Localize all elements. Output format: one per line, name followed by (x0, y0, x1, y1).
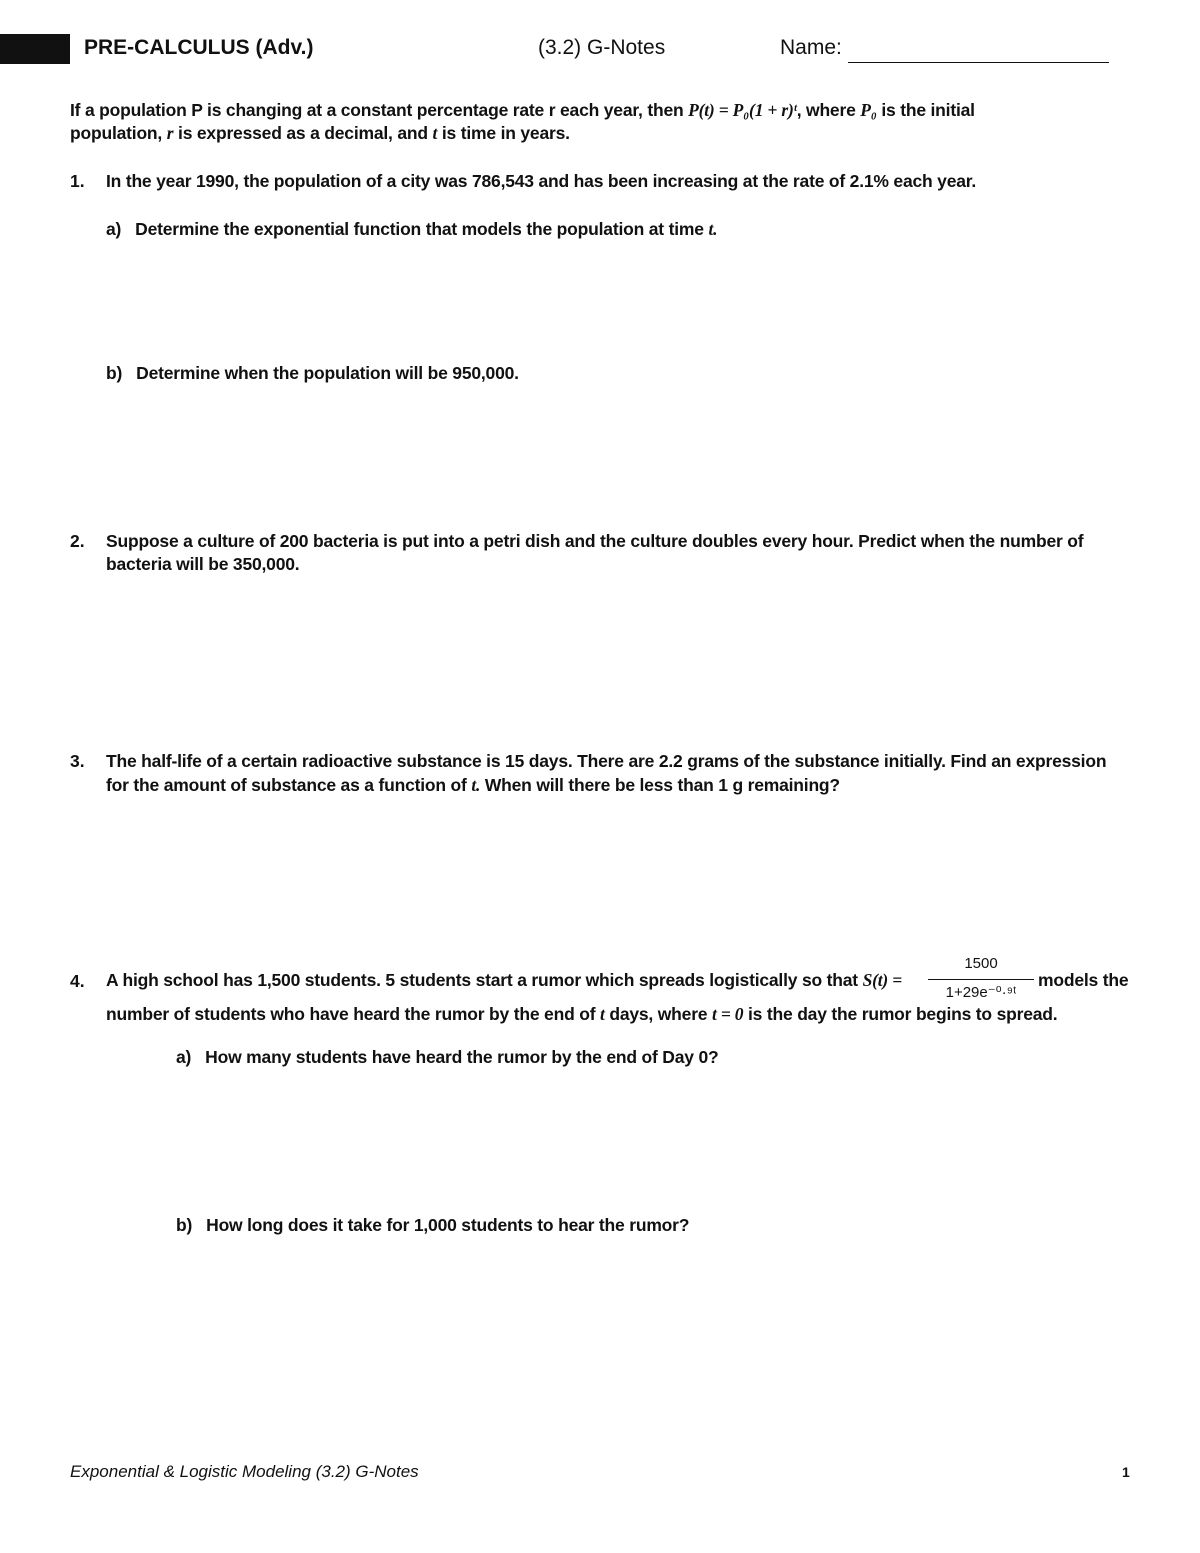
question-2-number: 2. (70, 531, 85, 551)
name-blank-line[interactable] (848, 62, 1109, 63)
question-4-line-1b: models the (1038, 970, 1129, 990)
header-black-bar (0, 34, 70, 64)
footer-title: Exponential & Logistic Modeling (3.2) G-Notes (70, 1462, 419, 1481)
question-2-line-1: Suppose a culture of 200 bacteria is put into a petri dish and the culture doubles every hour. Predict when the number of (106, 531, 1084, 551)
question-4a: a) How many students have heard the rumor by the end of Day 0? (176, 1047, 719, 1067)
question-2-line-2: bacteria will be 350,000. (106, 554, 300, 574)
name-label: Name: (780, 36, 842, 59)
growth-formula: P(t) = P₀(1 + r)ᵗ (688, 100, 797, 120)
fraction-bar (928, 979, 1034, 980)
section-title: (3.2) G-Notes (538, 36, 666, 59)
logistic-function-label: S(t) = (862, 970, 902, 990)
question-3-line-2: for the amount of substance as a function of t. When will there be less than 1 g remaining? (106, 775, 840, 795)
page-number: 1 (1122, 1464, 1130, 1480)
question-1-number: 1. (70, 171, 85, 191)
question-3-line-1: The half-life of a certain radioactive substance is 15 days. There are 2.2 grams of the substance initially. Find an expression (106, 751, 1107, 771)
question-1b: b) Determine when the population will be 950,000. (106, 363, 519, 383)
question-1-text: In the year 1990, the population of a city was 786,543 and has been increasing at the rate of 2.1% each year. (106, 171, 977, 191)
logistic-denominator: 1+29e⁻⁰·⁹ᵗ (945, 984, 1017, 1001)
intro-line-1: If a population P is changing at a constant percentage rate r each year, then P(t) = P₀(1 + r)ᵗ, where P₀ is the initial (70, 100, 975, 120)
course-title: PRE-CALCULUS (Adv.) (84, 36, 314, 59)
question-4-line-1a: A high school has 1,500 students. 5 students start a rumor which spreads logistically so that S(t) = (106, 970, 902, 990)
question-4-number: 4. (70, 971, 85, 991)
question-1a: a) Determine the exponential function that models the population at time t. (106, 219, 718, 239)
question-4b: b) How long does it take for 1,000 students to hear the rumor? (176, 1215, 690, 1235)
intro-line-2: population, r is expressed as a decimal, and t is time in years. (70, 123, 570, 143)
question-4-line-2: number of students who have heard the rumor by the end of t days, where t = 0 is the day the rumor begins to spread. (106, 1004, 1058, 1024)
logistic-numerator: 1500 (964, 955, 998, 972)
question-3-number: 3. (70, 751, 85, 771)
